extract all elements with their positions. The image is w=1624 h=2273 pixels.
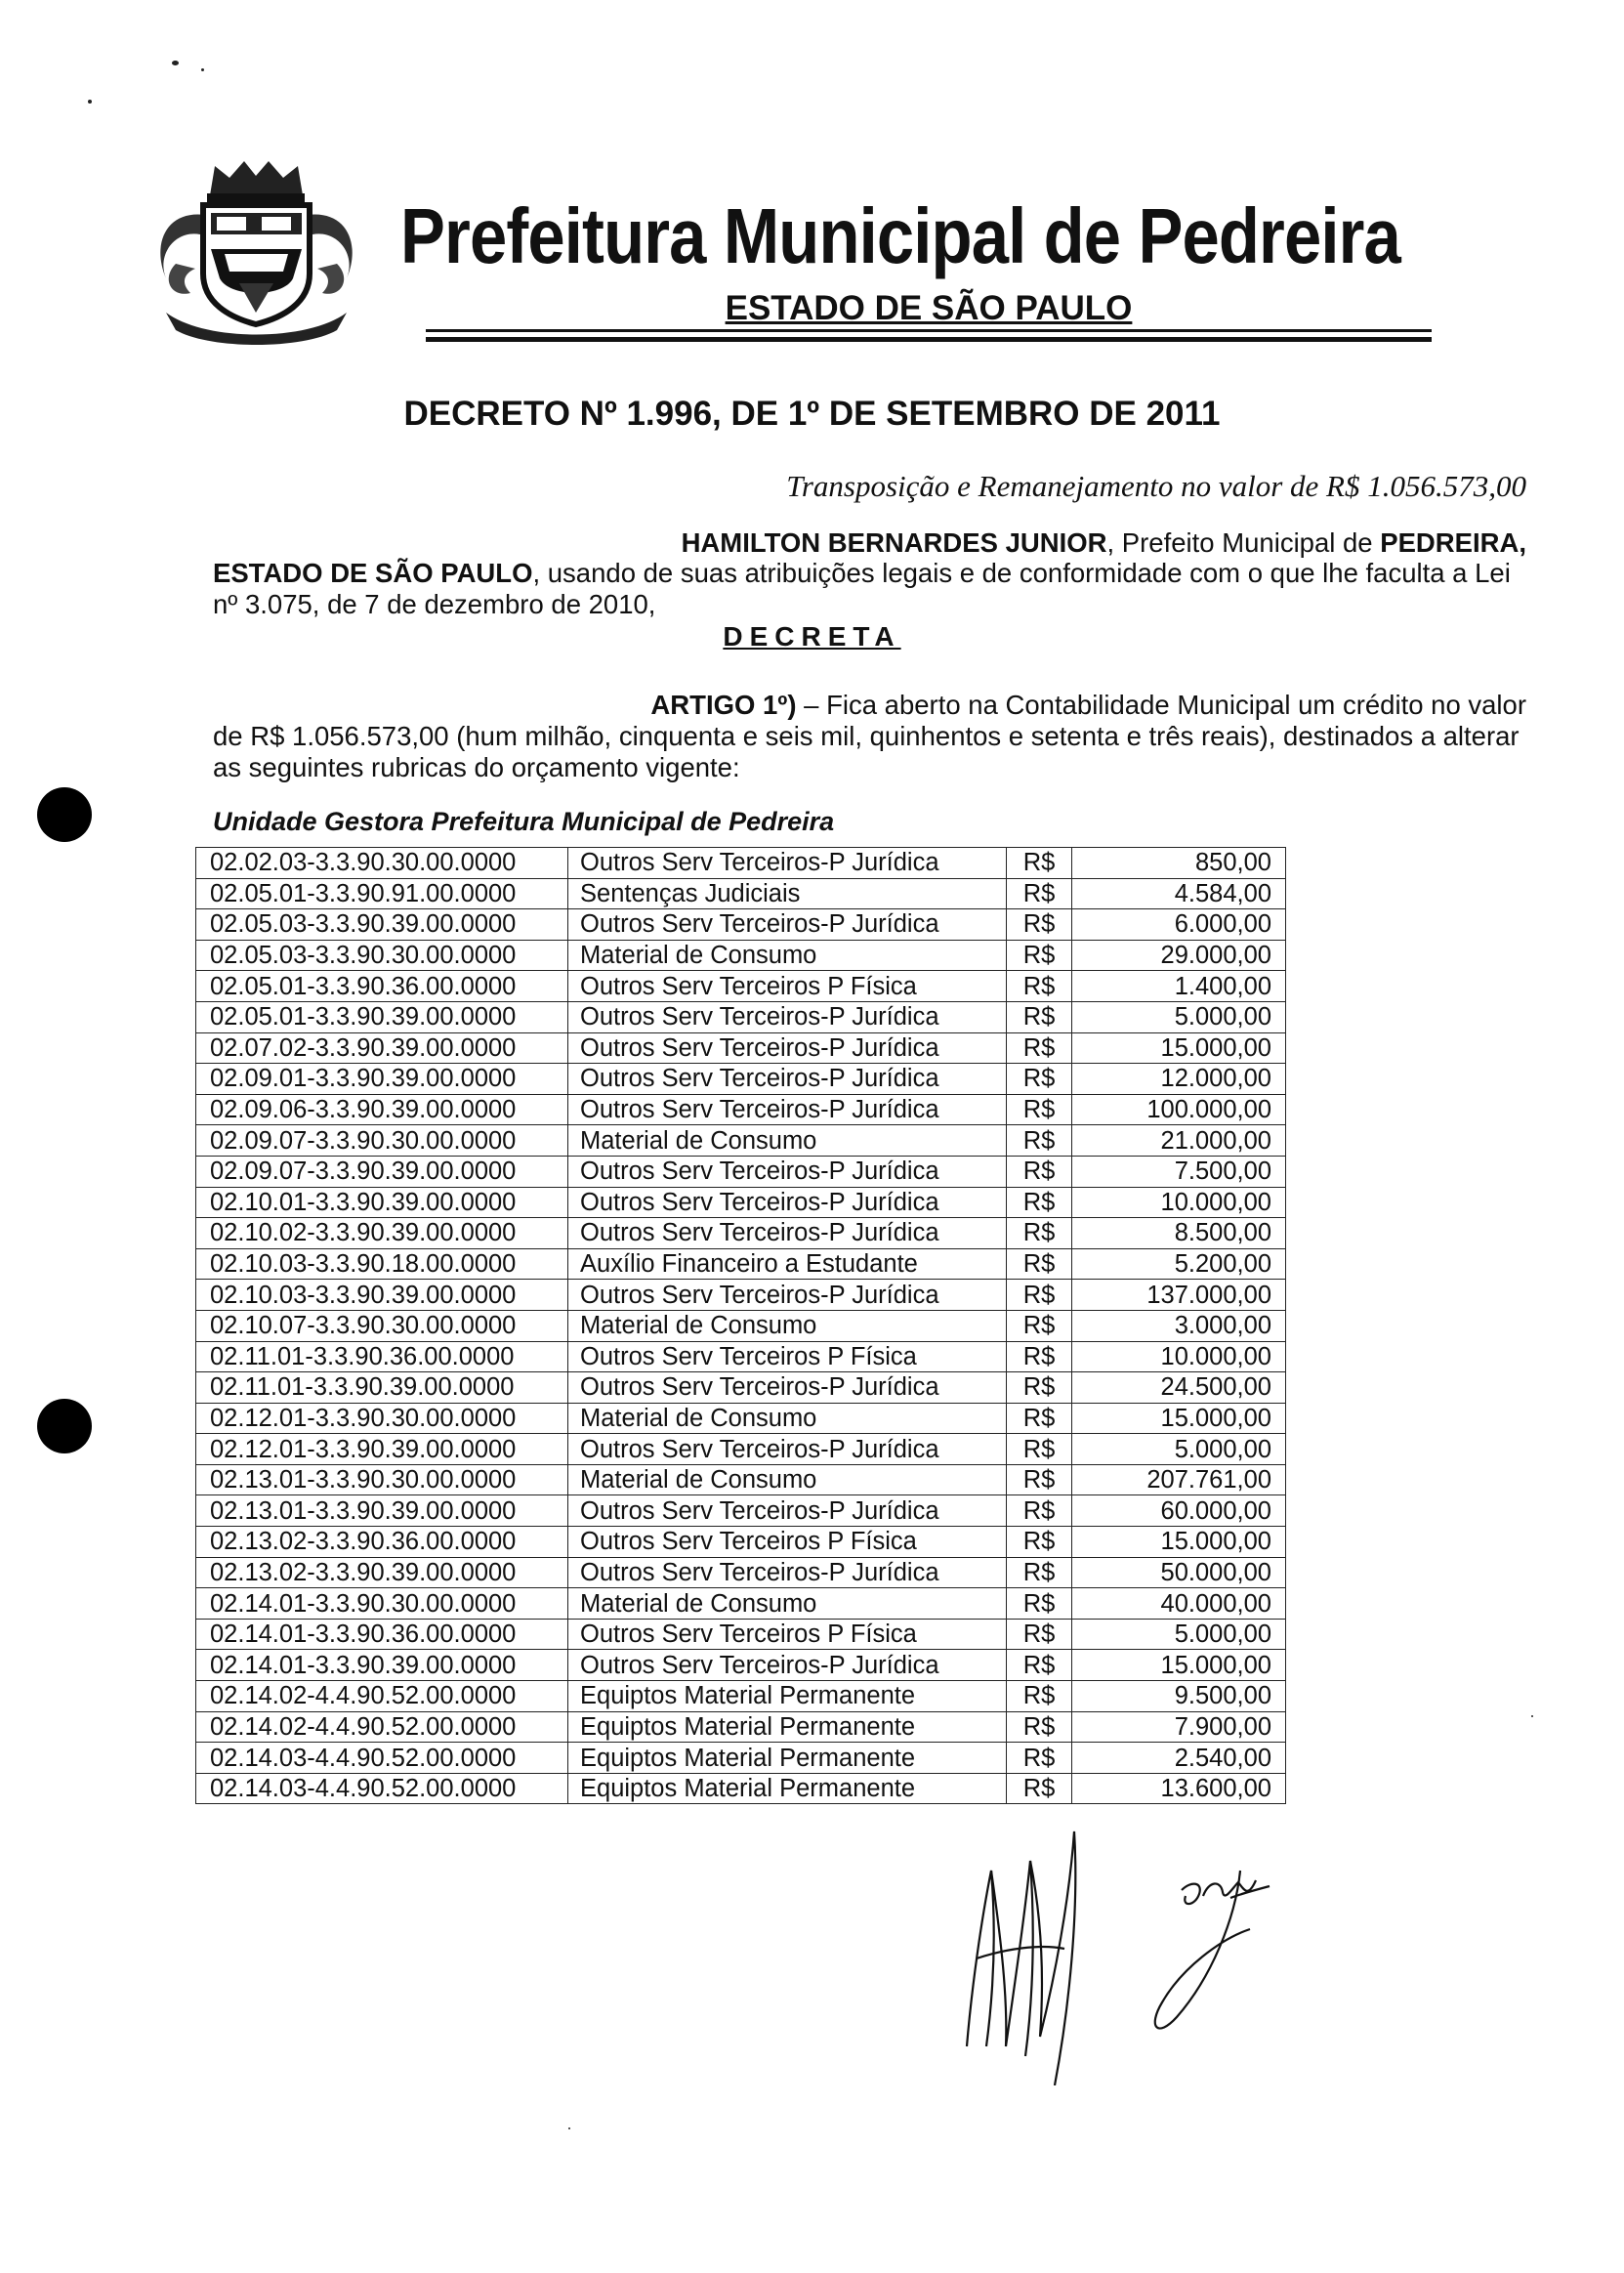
description-cell: Material de Consumo xyxy=(568,1310,1007,1341)
amount-cell: 60.000,00 xyxy=(1072,1495,1286,1527)
table-row xyxy=(196,848,1286,879)
amount-cell: 6.000,00 xyxy=(1072,909,1286,941)
institution-title: Prefeitura Municipal de Pedreira xyxy=(400,192,1400,279)
currency-cell: R$ xyxy=(1007,878,1072,909)
currency-cell: R$ xyxy=(1007,1681,1072,1712)
budget-code-cell: 02.13.01-3.3.90.30.00.0000 xyxy=(196,1464,568,1495)
currency-cell: R$ xyxy=(1007,1341,1072,1372)
scan-speck xyxy=(172,61,179,65)
description-cell: Equiptos Material Permanente xyxy=(568,1681,1007,1712)
punch-hole-top xyxy=(37,787,92,842)
budget-code-cell: 02.12.01-3.3.90.30.00.0000 xyxy=(196,1403,568,1434)
amount-cell: 10.000,00 xyxy=(1072,1341,1286,1372)
table-row xyxy=(196,878,1286,909)
description-cell: Material de Consumo xyxy=(568,1588,1007,1620)
budget-code-cell: 02.14.03-4.4.90.52.00.0000 xyxy=(196,1743,568,1774)
decree-title: DECRETO Nº 1.996, DE 1º DE SETEMBRO DE 2011 xyxy=(403,395,1221,433)
currency-cell: R$ xyxy=(1007,1310,1072,1341)
currency-cell: R$ xyxy=(1007,1557,1072,1588)
table-row xyxy=(196,1248,1286,1280)
amount-cell: 4.584,00 xyxy=(1072,878,1286,909)
description-cell: Outros Serv Terceiros-P Jurídica xyxy=(568,909,1007,941)
table-row xyxy=(196,1125,1286,1157)
description-cell: Outros Serv Terceiros-P Jurídica xyxy=(568,1495,1007,1527)
scan-speck xyxy=(1531,1715,1533,1717)
currency-cell: R$ xyxy=(1007,1619,1072,1650)
description-cell: Outros Serv Terceiros P Física xyxy=(568,1619,1007,1650)
description-cell: Outros Serv Terceiros-P Jurídica xyxy=(568,1650,1007,1681)
budget-code-cell: 02.02.03-3.3.90.30.00.0000 xyxy=(196,848,568,879)
amount-cell: 5.000,00 xyxy=(1072,1619,1286,1650)
mayor-name: HAMILTON BERNARDES JUNIOR xyxy=(681,527,1107,558)
description-cell: Outros Serv Terceiros P Física xyxy=(568,971,1007,1002)
budget-code-cell: 02.10.07-3.3.90.30.00.0000 xyxy=(196,1310,568,1341)
table-row xyxy=(196,1156,1286,1187)
table-row xyxy=(196,1527,1286,1558)
budget-code-cell: 02.13.02-3.3.90.39.00.0000 xyxy=(196,1557,568,1588)
budget-code-cell: 02.05.03-3.3.90.30.00.0000 xyxy=(196,940,568,971)
table-row xyxy=(196,1588,1286,1620)
description-cell: Material de Consumo xyxy=(568,940,1007,971)
amount-cell: 40.000,00 xyxy=(1072,1588,1286,1620)
description-cell: Auxílio Financeiro a Estudante xyxy=(568,1248,1007,1280)
currency-cell: R$ xyxy=(1007,1650,1072,1681)
amount-cell: 24.500,00 xyxy=(1072,1372,1286,1404)
currency-cell: R$ xyxy=(1007,1248,1072,1280)
description-cell: Outros Serv Terceiros-P Jurídica xyxy=(568,1218,1007,1249)
description-cell: Equiptos Material Permanente xyxy=(568,1743,1007,1774)
budget-code-cell: 02.11.01-3.3.90.39.00.0000 xyxy=(196,1372,568,1404)
amount-cell: 15.000,00 xyxy=(1072,1650,1286,1681)
description-cell: Material de Consumo xyxy=(568,1125,1007,1157)
currency-cell: R$ xyxy=(1007,971,1072,1002)
preamble-line-3: nº 3.075, de 7 de dezembro de 2010, xyxy=(213,589,656,619)
article-label: ARTIGO 1º) xyxy=(650,690,797,720)
amount-cell: 9.500,00 xyxy=(1072,1681,1286,1712)
table-row xyxy=(196,1280,1286,1311)
table-row xyxy=(196,1187,1286,1218)
budget-code-cell: 02.14.01-3.3.90.36.00.0000 xyxy=(196,1619,568,1650)
preamble-line-2 xyxy=(213,558,1526,589)
budget-code-cell: 02.12.01-3.3.90.39.00.0000 xyxy=(196,1434,568,1465)
table-row xyxy=(196,909,1286,941)
amount-cell: 13.600,00 xyxy=(1072,1773,1286,1804)
amount-cell: 5.000,00 xyxy=(1072,1001,1286,1032)
budget-code-cell: 02.14.02-4.4.90.52.00.0000 xyxy=(196,1681,568,1712)
table-row xyxy=(196,1557,1286,1588)
budget-code-cell: 02.05.01-3.3.90.36.00.0000 xyxy=(196,971,568,1002)
currency-cell: R$ xyxy=(1007,1125,1072,1157)
currency-cell: R$ xyxy=(1007,1527,1072,1558)
description-cell: Outros Serv Terceiros P Física xyxy=(568,1527,1007,1558)
decreta-heading: DECRETA xyxy=(723,621,901,652)
currency-cell: R$ xyxy=(1007,1403,1072,1434)
amount-cell: 15.000,00 xyxy=(1072,1403,1286,1434)
table-row xyxy=(196,1403,1286,1434)
amount-cell: 21.000,00 xyxy=(1072,1125,1286,1157)
amount-cell: 15.000,00 xyxy=(1072,1032,1286,1064)
preamble-text: , Prefeito Municipal de xyxy=(1106,527,1381,558)
budget-code-cell: 02.09.07-3.3.90.30.00.0000 xyxy=(196,1125,568,1157)
currency-cell: R$ xyxy=(1007,1588,1072,1620)
amount-cell: 5.200,00 xyxy=(1072,1248,1286,1280)
table-row xyxy=(196,1001,1286,1032)
state-name: ESTADO DE SÃO PAULO xyxy=(213,558,533,588)
description-cell: Outros Serv Terceiros P Física xyxy=(568,1341,1007,1372)
currency-cell: R$ xyxy=(1007,1773,1072,1804)
currency-cell: R$ xyxy=(1007,1711,1072,1743)
table-row xyxy=(196,1464,1286,1495)
amount-cell: 850,00 xyxy=(1072,848,1286,879)
article-1-line-1 xyxy=(213,690,1526,721)
currency-cell: R$ xyxy=(1007,1032,1072,1064)
description-cell: Sentenças Judiciais xyxy=(568,878,1007,909)
description-cell: Outros Serv Terceiros-P Jurídica xyxy=(568,1156,1007,1187)
currency-cell: R$ xyxy=(1007,1495,1072,1527)
currency-cell: R$ xyxy=(1007,940,1072,971)
table-row xyxy=(196,1681,1286,1712)
scan-speck xyxy=(568,2127,570,2129)
state-subtitle: ESTADO DE SÃO PAULO xyxy=(725,289,1133,327)
table-row xyxy=(196,1619,1286,1650)
table-row xyxy=(196,1310,1286,1341)
preamble-text: , usando de suas atribuições legais e de conformidade com o que lhe faculta a Lei xyxy=(532,558,1511,588)
amount-cell: 29.000,00 xyxy=(1072,940,1286,971)
budget-code-cell: 02.09.06-3.3.90.39.00.0000 xyxy=(196,1094,568,1125)
budget-code-cell: 02.14.01-3.3.90.30.00.0000 xyxy=(196,1588,568,1620)
header-rule-thick xyxy=(426,337,1432,342)
currency-cell: R$ xyxy=(1007,1434,1072,1465)
table-row xyxy=(196,1341,1286,1372)
article-1-line-3: as seguintes rubricas do orçamento vigente: xyxy=(213,752,740,782)
table-row xyxy=(196,1711,1286,1743)
currency-cell: R$ xyxy=(1007,848,1072,879)
budget-code-cell: 02.14.01-3.3.90.39.00.0000 xyxy=(196,1650,568,1681)
description-cell: Outros Serv Terceiros-P Jurídica xyxy=(568,848,1007,879)
signature-2 xyxy=(1155,1871,1270,2029)
table-row xyxy=(196,1032,1286,1064)
currency-cell: R$ xyxy=(1007,1280,1072,1311)
budget-code-cell: 02.11.01-3.3.90.36.00.0000 xyxy=(196,1341,568,1372)
budget-code-cell: 02.13.01-3.3.90.39.00.0000 xyxy=(196,1495,568,1527)
currency-cell: R$ xyxy=(1007,1372,1072,1404)
table-row xyxy=(196,971,1286,1002)
amount-cell: 7.500,00 xyxy=(1072,1156,1286,1187)
coat-of-arms-icon xyxy=(146,156,366,347)
budget-code-cell: 02.10.03-3.3.90.18.00.0000 xyxy=(196,1248,568,1280)
budget-code-cell: 02.09.07-3.3.90.39.00.0000 xyxy=(196,1156,568,1187)
description-cell: Outros Serv Terceiros-P Jurídica xyxy=(568,1187,1007,1218)
budget-code-cell: 02.14.02-4.4.90.52.00.0000 xyxy=(196,1711,568,1743)
budget-code-cell: 02.05.01-3.3.90.39.00.0000 xyxy=(196,1001,568,1032)
description-cell: Outros Serv Terceiros-P Jurídica xyxy=(568,1064,1007,1095)
scan-speck xyxy=(201,68,204,71)
description-cell: Material de Consumo xyxy=(568,1464,1007,1495)
budget-code-cell: 02.13.02-3.3.90.36.00.0000 xyxy=(196,1527,568,1558)
budget-code-cell: 02.05.01-3.3.90.91.00.0000 xyxy=(196,878,568,909)
description-cell: Outros Serv Terceiros-P Jurídica xyxy=(568,1280,1007,1311)
table-row xyxy=(196,1743,1286,1774)
punch-hole-bottom xyxy=(37,1399,92,1453)
table-row xyxy=(196,1218,1286,1249)
amount-cell: 8.500,00 xyxy=(1072,1218,1286,1249)
currency-cell: R$ xyxy=(1007,1743,1072,1774)
table-row xyxy=(196,1495,1286,1527)
signature-1 xyxy=(967,1831,1075,2085)
budget-code-cell: 02.10.02-3.3.90.39.00.0000 xyxy=(196,1218,568,1249)
description-cell: Equiptos Material Permanente xyxy=(568,1773,1007,1804)
description-cell: Outros Serv Terceiros-P Jurídica xyxy=(568,1557,1007,1588)
decree-subtitle: Transposição e Remanejamento no valor de R$ 1.056.573,00 xyxy=(786,469,1526,503)
amount-cell: 3.000,00 xyxy=(1072,1310,1286,1341)
table-row xyxy=(196,1064,1286,1095)
header-rule-thin xyxy=(426,329,1432,332)
scan-speck xyxy=(88,100,92,104)
currency-cell: R$ xyxy=(1007,1464,1072,1495)
description-cell: Outros Serv Terceiros-P Jurídica xyxy=(568,1372,1007,1404)
currency-cell: R$ xyxy=(1007,1094,1072,1125)
amount-cell: 12.000,00 xyxy=(1072,1064,1286,1095)
table-row xyxy=(196,1773,1286,1804)
description-cell: Outros Serv Terceiros-P Jurídica xyxy=(568,1094,1007,1125)
table-row xyxy=(196,1434,1286,1465)
unit-heading: Unidade Gestora Prefeitura Municipal de Pedreira xyxy=(213,807,835,836)
amount-cell: 1.400,00 xyxy=(1072,971,1286,1002)
budget-code-cell: 02.05.03-3.3.90.39.00.0000 xyxy=(196,909,568,941)
table-row xyxy=(196,1094,1286,1125)
currency-cell: R$ xyxy=(1007,909,1072,941)
currency-cell: R$ xyxy=(1007,1156,1072,1187)
amount-cell: 50.000,00 xyxy=(1072,1557,1286,1588)
budget-table xyxy=(195,847,1286,1804)
table-row xyxy=(196,1650,1286,1681)
description-cell: Outros Serv Terceiros-P Jurídica xyxy=(568,1032,1007,1064)
description-cell: Equiptos Material Permanente xyxy=(568,1711,1007,1743)
currency-cell: R$ xyxy=(1007,1001,1072,1032)
signatures xyxy=(947,1812,1318,2085)
description-cell: Outros Serv Terceiros-P Jurídica xyxy=(568,1001,1007,1032)
amount-cell: 2.540,00 xyxy=(1072,1743,1286,1774)
amount-cell: 137.000,00 xyxy=(1072,1280,1286,1311)
preamble-line-1 xyxy=(213,527,1526,559)
amount-cell: 10.000,00 xyxy=(1072,1187,1286,1218)
amount-cell: 15.000,00 xyxy=(1072,1527,1286,1558)
article-text: – Fica aberto na Contabilidade Municipal um crédito no valor xyxy=(796,690,1526,720)
amount-cell: 5.000,00 xyxy=(1072,1434,1286,1465)
currency-cell: R$ xyxy=(1007,1064,1072,1095)
amount-cell: 100.000,00 xyxy=(1072,1094,1286,1125)
table-row xyxy=(196,1372,1286,1404)
description-cell: Outros Serv Terceiros-P Jurídica xyxy=(568,1434,1007,1465)
currency-cell: R$ xyxy=(1007,1187,1072,1218)
budget-code-cell: 02.10.01-3.3.90.39.00.0000 xyxy=(196,1187,568,1218)
amount-cell: 7.900,00 xyxy=(1072,1711,1286,1743)
description-cell: Material de Consumo xyxy=(568,1403,1007,1434)
budget-code-cell: 02.07.02-3.3.90.39.00.0000 xyxy=(196,1032,568,1064)
amount-cell: 207.761,00 xyxy=(1072,1464,1286,1495)
currency-cell: R$ xyxy=(1007,1218,1072,1249)
budget-code-cell: 02.14.03-4.4.90.52.00.0000 xyxy=(196,1773,568,1804)
table-row xyxy=(196,940,1286,971)
budget-code-cell: 02.10.03-3.3.90.39.00.0000 xyxy=(196,1280,568,1311)
article-1-line-2: de R$ 1.056.573,00 (hum milhão, cinquenta e seis mil, quinhentos e setenta e três reais), destinados a alterar xyxy=(213,721,1520,751)
budget-code-cell: 02.09.01-3.3.90.39.00.0000 xyxy=(196,1064,568,1095)
city-name: PEDREIRA, xyxy=(1380,527,1526,558)
